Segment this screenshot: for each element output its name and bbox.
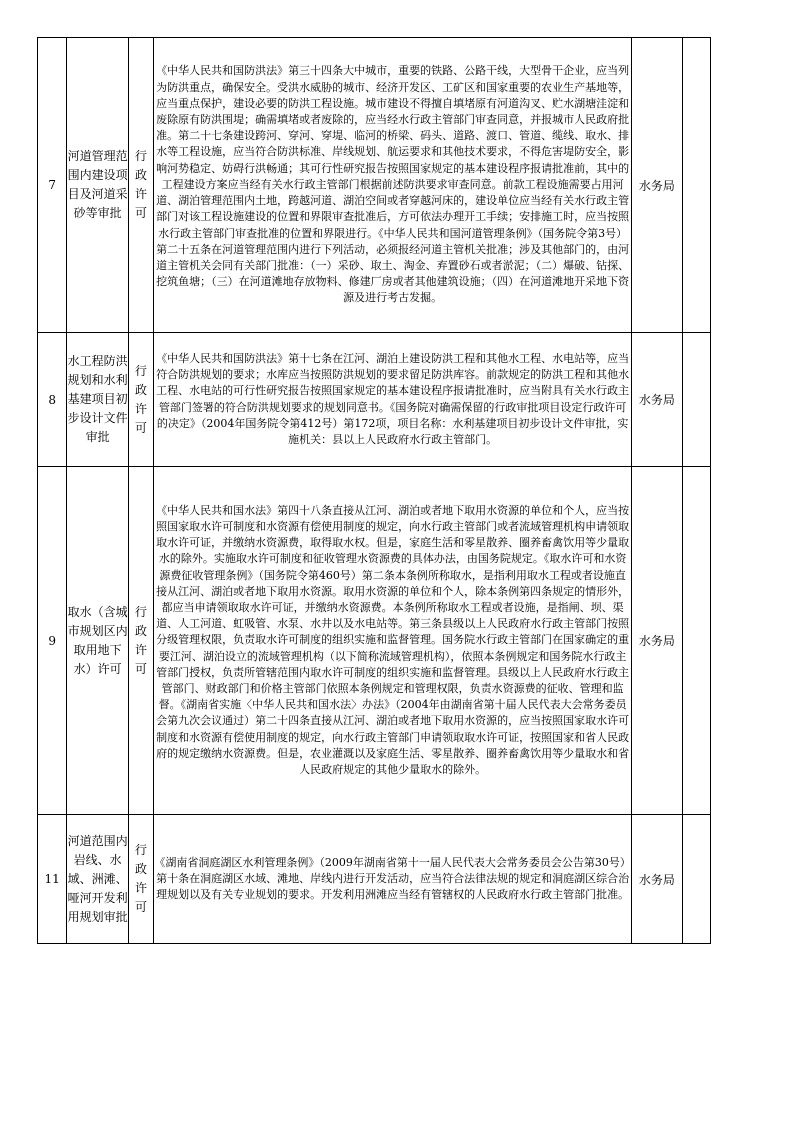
item-type-cell: [128, 333, 153, 467]
legal-basis: 《中华人民共和国防洪法》第十七条在江河、湖泊上建设防洪工程和其他水工程、水电站等，应当符合防洪规划的要求；水库应当按照防洪规划的要求留足防洪库容。前款规定的防洪工程和其他水工程、水电站的可行性研究报告按照国家规定的基本建设程序报请批准时，应当附具有关水行政主管部门签署的符合防洪规划要求的规划同意书。《国务院对确需保留的行政审批项目设定行政许可的决定》（2004年国务院令第412号）第172项，项目名称：水利基建项目初步设计文件审批，实施机关：县以上人民政府水行政主管部门。: [154, 333, 632, 467]
item-type: 行政许可: [135, 604, 148, 676]
department: 水务局: [632, 467, 683, 815]
item-name: 水工程防洪规划和水利基建项目初步设计文件审批: [67, 333, 129, 467]
item-name: 取水（含城市规划区内取用地下水）许可: [67, 467, 129, 815]
blank-cell: [682, 815, 710, 944]
item-type-cell: [128, 467, 153, 815]
table-row: [38, 333, 711, 467]
department: 水务局: [632, 38, 683, 333]
department: 水务局: [632, 333, 683, 467]
legal-basis: 《湖南省洞庭湖区水利管理条例》（2009年湖南省第十一届人民代表大会常务委员会公告第30号）第十条在洞庭湖区水域、滩地、岸线内进行开发活动，应当符合法律法规的规定和洞庭湖区综合治理规划以及有关专业规划的要求。开发利用洲滩应当经有管辖权的人民政府水行政主管部门批准。: [154, 815, 632, 944]
legal-basis: 《中华人民共和国水法》第四十八条直接从江河、湖泊或者地下取用水资源的单位和个人，应当按照国家取水许可制度和水资源有偿使用制度的规定，向水行政主管部门或者流域管理机构申请领取取水许可证，并缴纳水资源费，取得取水权。但是，家庭生活和零星散养、圈养畜禽饮用等少量取水的除外。实施取水许可制度和征收管理水资源费的具体办法，由国务院规定。《取水许可和水资源费征收管理条例》（国务院令第460号）第二条本条例所称取水，是指利用取水工程或者设施直接从江河、湖泊或者地下取用水资源。取用水资源的单位和个人，除本条例第四条规定的情形外，都应当申请领取取水许可证，并缴纳水资源费。本条例所称取水工程或者设施，是指闸、坝、渠道、人工河道、虹吸管、水泵、水井以及水电站等。第三条县级以上人民政府水行政主管部门按照分级管理权限，负责取水许可制度的组织实施和监督管理。国务院水行政主管部门在国家确定的重要江河、湖泊设立的流域管理机构（以下简称流域管理机构），依照本条例规定和国务院水行政主管部门授权，负责所管辖范围内取水许可制度的组织实施和监督管理。县级以上人民政府水行政主管部门、财政部门和价格主管部门依照本条例规定和管理权限，负责水资源费的征收、管理和监督。《湖南省实施〈中华人民共和国水法〉办法》（2004年由湖南省第十届人民代表大会常务委员会第九次会议通过）第二十四条直接从江河、湖泊或者地下取用水资源的，应当按照国家取水许可制度和水资源有偿使用制度的规定，向水行政主管部门申请领取取水许可证，按照国家和省人民政府的规定缴纳水资源费。但是，农业灌溉以及家庭生活、零星散养、圈养畜禽饮用等少量取水和省人民政府规定的其他少量取水的除外。: [154, 467, 632, 815]
item-type: 行政许可: [135, 363, 148, 435]
permit-table: [37, 37, 711, 944]
table-row: [38, 38, 711, 333]
item-name: 河道范围内岩线、水域、洲滩、哑河开发利用规划审批: [67, 815, 129, 944]
row-number: 7: [38, 38, 67, 333]
table-row: [38, 815, 711, 944]
item-name: 河道管理范围内建设项目及河道采砂等审批: [67, 38, 129, 333]
blank-cell: [682, 333, 710, 467]
blank-cell: [682, 467, 710, 815]
item-type-cell: [128, 38, 153, 333]
legal-basis: 《中华人民共和国防洪法》第三十四条大中城市，重要的铁路、公路干线，大型骨干企业，应当列为防洪重点，确保安全。受洪水威胁的城市、经济开发区、工矿区和国家重要的农业生产基地等，应当重点保护，建设必要的防洪工程设施。城市建设不得擅自填堵原有河道沟叉、贮水湖塘洼淀和废除原有防洪围堤；确需填堵或者废除的，应当经水行政主管部门审查同意，并报城市人民政府批准。第二十七条建设跨河、穿河、穿堤、临河的桥梁、码头、道路、渡口、管道、缆线、取水、排水等工程设施，应当符合防洪标准、岸线规划、航运要求和其他技术要求，不得危害堤防安全，影响河势稳定、妨碍行洪畅通；其可行性研究报告按照国家规定的基本建设程序报请批准前，其中的工程建设方案应当经有关水行政主管部门根据前述防洪要求审查同意。前款工程设施需要占用河道、湖泊管理范围内土地，跨越河道、湖泊空间或者穿越河床的，建设单位应当经有关水行政主管部门对该工程设施建设的位置和界限审查批准后，方可依法办理开工手续；安排施工时，应当按照水行政主管部门审查批准的位置和界限进行。《中华人民共和国河道管理条例》（国务院令第3号）第二十五条在河道管理范围内进行下列活动，必须报经河道主管机关批准；涉及其他部门的，由河道主管机关会同有关部门批准：（一）采砂、取土、淘金、弃置砂石或者淤泥；（二）爆破、钻探、挖筑鱼塘；（三）在河道滩地存放物料、修建厂房或者其他建筑设施；（四）在河道滩地开采地下资源及进行考古发掘。: [154, 38, 632, 333]
row-number: 9: [38, 467, 67, 815]
row-number: 11: [38, 815, 67, 944]
item-type: 行政许可: [135, 149, 148, 220]
row-number: 8: [38, 333, 67, 467]
table-row: [38, 467, 711, 815]
department: 水务局: [632, 815, 683, 944]
blank-cell: [682, 38, 710, 333]
item-type: 行政许可: [135, 843, 148, 914]
item-type-cell: [128, 815, 153, 944]
